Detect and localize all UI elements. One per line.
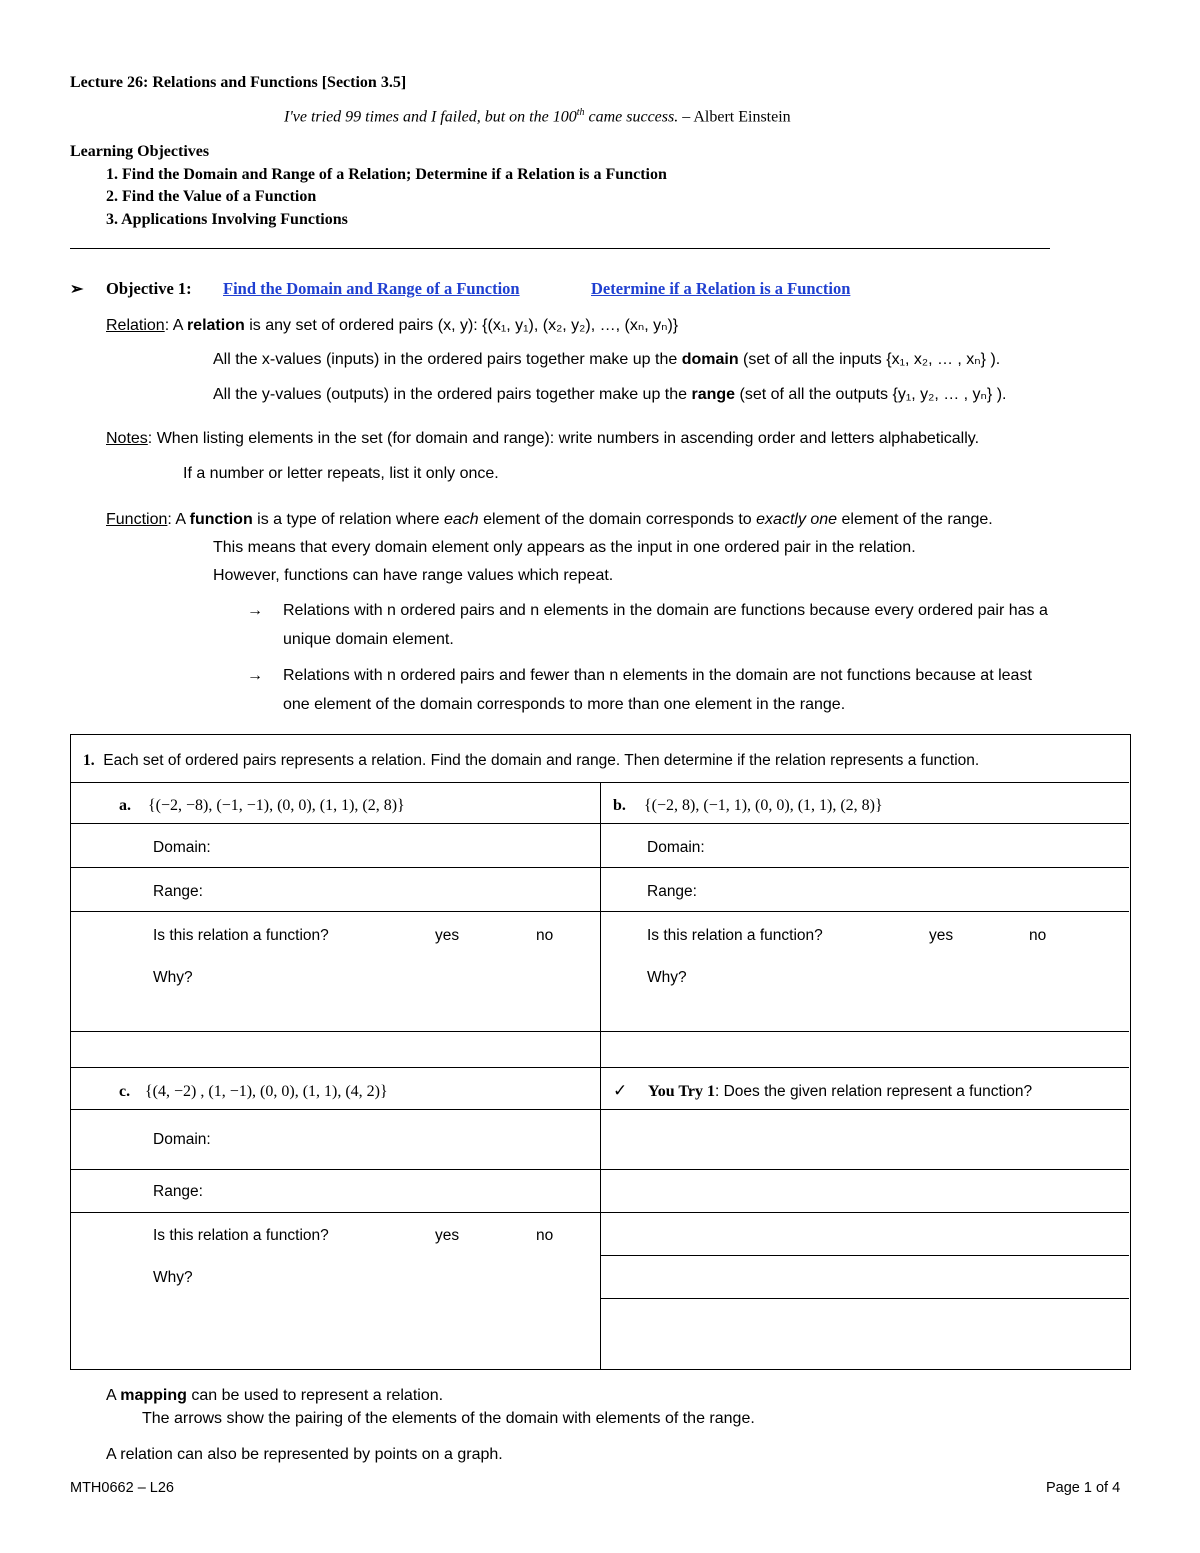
objective-item: 3. Applications Involving Functions (106, 211, 348, 228)
function-term: Function (106, 511, 168, 528)
function-bullet-1b: unique domain element. (283, 631, 454, 648)
exercise-header (83, 752, 979, 770)
part-c-why: Why? (153, 1269, 193, 1286)
objective-item: 1. Find the Domain and Range of a Relation; Determine if a Relation is a Function (106, 166, 667, 183)
part-c-label: c. (119, 1083, 131, 1100)
mapping-line-1 (106, 1387, 443, 1405)
text: (set of all the outputs {y₁, y₂, … , yₙ} ). (735, 386, 1007, 403)
row-divider (601, 1255, 1129, 1256)
part-c-yes[interactable]: yes (435, 1227, 460, 1244)
notes-line-2: If a number or letter repeats, list it only once. (183, 465, 499, 482)
check-icon: ✓ (613, 1081, 628, 1100)
row-divider (601, 1031, 1129, 1032)
part-a-set: {(−2, −8), (−1, −1), (0, 0), (1, 1), (2, 8)} (148, 797, 405, 814)
you-try-text: : Does the given relation represent a function? (714, 1083, 1033, 1100)
part-b-question: Is this relation a function? (647, 927, 823, 944)
function-line-3: However, functions can have range values which repeat. (213, 567, 614, 584)
exercise-table (70, 734, 1131, 1370)
domain-bold: domain (681, 351, 739, 368)
part-c-question: Is this relation a function? (153, 1227, 329, 1244)
part-b-range: Range: (647, 883, 697, 900)
text: element of the range. (837, 511, 993, 528)
function-line-2: This means that every domain element only appears as the input in one ordered pair in the relation. (213, 539, 916, 556)
arrow-icon: → (247, 602, 263, 619)
part-c-set: {(4, −2) , (1, −1), (0, 0), (1, 1), (4, 2)} (145, 1083, 388, 1100)
objective1-label: Objective 1: (106, 279, 192, 298)
notes-line-1 (106, 430, 979, 448)
function-bullet-2a: Relations with n ordered pairs and fewer than n elements in the domain are not functions because at least (283, 667, 1032, 684)
part-c-domain: Domain: (153, 1131, 211, 1148)
part-b-no[interactable]: no (1029, 927, 1047, 944)
text: : A (164, 317, 187, 334)
quote-text: I've tried 99 times and I failed, but on the 100 (284, 108, 577, 126)
part-b-label: b. (613, 797, 626, 814)
objectives-heading: Learning Objectives (70, 143, 210, 160)
text: each (443, 511, 479, 528)
you-try-label: You Try 1 (648, 1083, 715, 1100)
text: (set of all the inputs {x₁, x₂, … , xₙ} ). (738, 351, 1001, 368)
function-bold: function (189, 511, 253, 528)
function-bullet-2b: one element of the domain corresponds to more than one element in the range. (283, 696, 846, 713)
part-b-set: {(−2, 8), (−1, 1), (0, 0), (1, 1), (2, 8)} (644, 797, 883, 814)
relation-term: Relation (106, 317, 165, 334)
part-a-why: Why? (153, 969, 193, 986)
exercise-prompt: Each set of ordered pairs represents a relation. Find the domain and range. Then determine if the relation represents a function. (103, 752, 980, 769)
text: : A (167, 511, 190, 528)
relation-bold: relation (186, 317, 245, 334)
part-b-domain: Domain: (647, 839, 705, 856)
notes-term: Notes (106, 430, 148, 447)
bullet-arrow-icon: ➢ (70, 281, 84, 298)
text: : When listing elements in the set (for domain and range): write numbers in ascending order and letters alphabetically. (147, 430, 980, 447)
mapping-bold: mapping (120, 1387, 187, 1404)
quote (284, 107, 791, 126)
text: All the x-values (inputs) in the ordered pairs together make up the (213, 351, 682, 368)
part-a-label: a. (119, 797, 131, 814)
quote-author: – Albert Einstein (682, 108, 791, 126)
part-a-no[interactable]: no (536, 927, 554, 944)
part-a-question: Is this relation a function? (153, 927, 329, 944)
part-a-range: Range: (153, 883, 203, 900)
mapping-line-3: A relation can also be represented by points on a graph. (106, 1446, 503, 1463)
link-relation-function[interactable]: Determine if a Relation is a Function (591, 279, 851, 298)
text: is any set of ordered pairs (x, y): {(x₁, y₁), (x₂, y₂), …, (xₙ, yₙ)} (244, 317, 679, 334)
text: can be used to represent a relation. (186, 1387, 444, 1404)
text: All the y-values (outputs) in the ordered pairs together make up the (213, 386, 692, 403)
part-a-domain: Domain: (153, 839, 211, 856)
arrow-icon: → (247, 667, 263, 684)
part-c-no[interactable]: no (536, 1227, 554, 1244)
part-a-yes[interactable]: yes (435, 927, 460, 944)
text: exactly one (756, 511, 838, 528)
quote-sup: th (576, 107, 585, 118)
function-bullet-1a: Relations with n ordered pairs and n elements in the domain are functions because every ordered pair has a (283, 602, 1048, 619)
footer-page-number: Page 1 of 4 (1046, 1480, 1121, 1496)
divider (70, 248, 1050, 249)
text: is a type of relation where (252, 511, 444, 528)
column-divider (600, 782, 601, 1369)
text: A (106, 1387, 121, 1404)
function-line-1 (106, 511, 993, 529)
relation-line-2 (213, 349, 1000, 369)
lecture-title: Lecture 26: Relations and Functions [Section 3.5] (70, 74, 407, 91)
you-try-heading (648, 1083, 1032, 1101)
relation-line-3 (213, 384, 1007, 404)
part-b-why: Why? (647, 969, 687, 986)
part-b-yes[interactable]: yes (929, 927, 954, 944)
text: element of the domain corresponds to (478, 511, 757, 528)
exercise-number: 1. (83, 752, 95, 769)
link-domain-range[interactable]: Find the Domain and Range of a Function (223, 279, 520, 298)
part-c-range: Range: (153, 1183, 203, 1200)
mapping-line-2: The arrows show the pairing of the elements of the domain with elements of the range. (142, 1410, 755, 1427)
relation-line-1 (106, 315, 678, 335)
row-divider (601, 1298, 1129, 1299)
row-divider (71, 1031, 601, 1032)
footer-course: MTH0662 – L26 (70, 1480, 174, 1496)
objective-item: 2. Find the Value of a Function (106, 188, 317, 205)
quote-text-end: came success. (584, 108, 679, 126)
range-bold: range (691, 386, 736, 403)
